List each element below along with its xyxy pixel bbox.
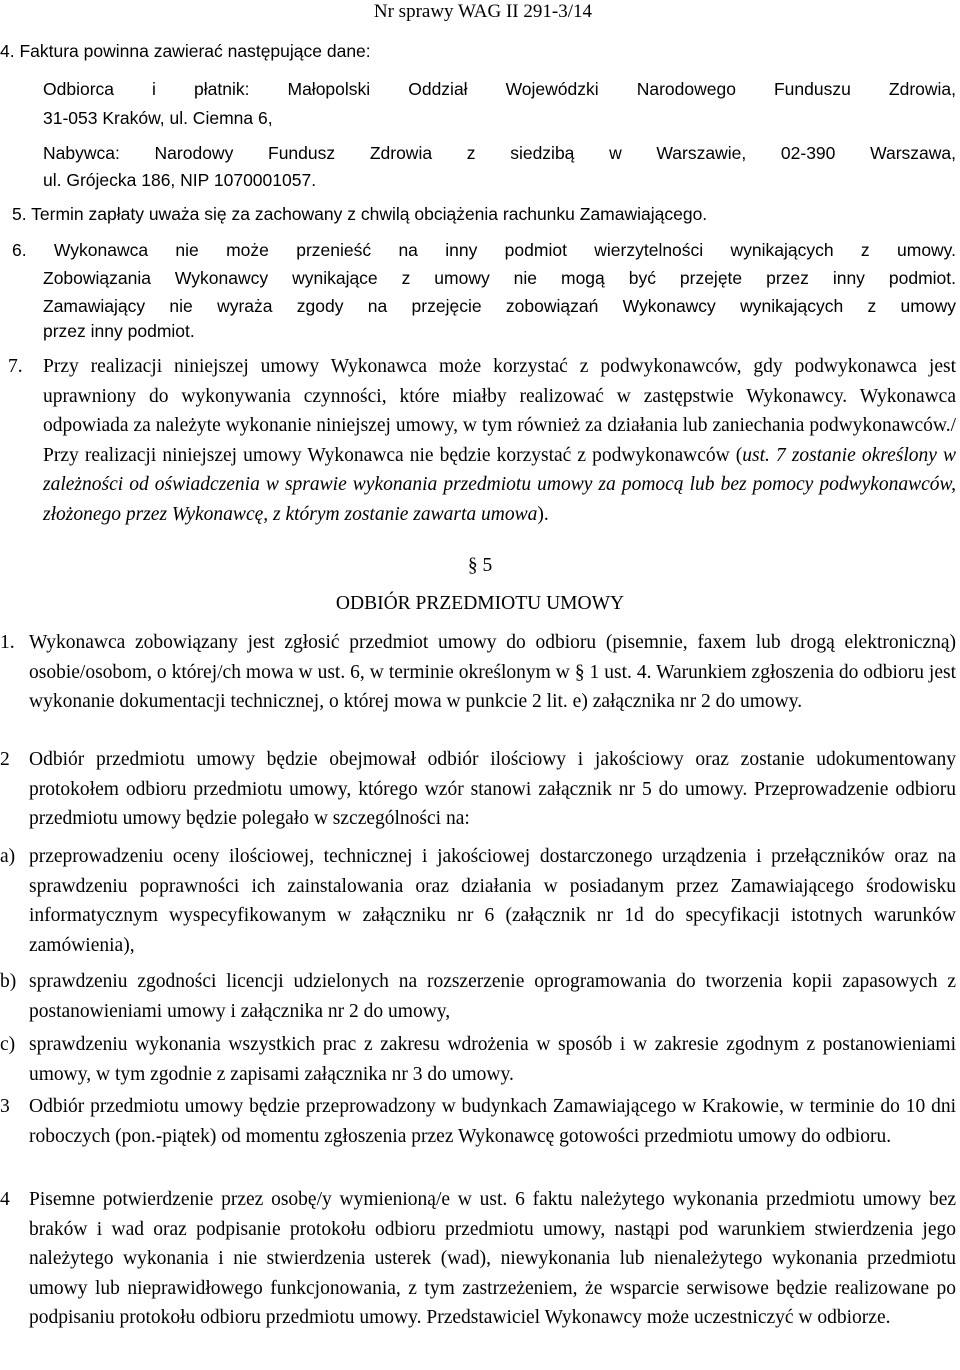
receipt-subitem-c-text: sprawdzeniu wykonania wszystkich prac z zakresu wdrożenia w sposób i w zakresie zgodnym z postanowieniami umowy, w tym zgodnie z zapisami załącznika nr 3 do umowy.: [29, 1034, 956, 1085]
receipt-subitem-a-letter: a): [0, 846, 16, 867]
point-4-recipient-line2: 31-053 Kraków, ul. Ciemna 6,: [43, 108, 273, 128]
section-number: § 5: [467, 555, 493, 576]
receipt-subitem-a-text: przeprowadzeniu oceny ilościowej, technicznej i jakościowej dostarczonego urządzenia i przełączników oraz na sprawdzeniu poprawności ich zainstalowania oraz działania w posiadanym przez Zamawiającego środowisku informatycznym wyspecyfikowanym w załączniku nr 6 (załącznik nr 1d do specyfikacji istotnych warunków zamówienia),: [29, 846, 956, 956]
receipt-subitem-a: [0, 842, 956, 960]
point-6-line1: 6. Wykonawca nie może przenieść na inny podmiot wierzytelności wynikających z umowy.: [12, 240, 956, 260]
receipt-item-1-number: 1.: [0, 632, 15, 653]
receipt-item-4-number: 4: [0, 1189, 10, 1210]
point-7-body: Przy realizacji niniejszej umowy Wykonawca może korzystać z podwykonawców, gdy podwykonawca jest uprawniony do wykonywania czynności, które miałby realizować w zastępstwie Wykonawcy. Wykonawca odpowiada za należyte wykonanie niniejszej umowy, w tym również za działania lub zaniechania podwykonawców./ Przy realizacji niniejszej umowy Wykonawca nie będzie korzystać z podwykonawców (: [43, 356, 956, 466]
receipt-subitem-b: [0, 967, 956, 1026]
section-title: ODBIÓR PRZEDMIOTU UMOWY: [335, 593, 625, 614]
point-5: 5. Termin zapłaty uważa się za zachowany z chwilą obciążenia rachunku Zamawiającego.: [12, 204, 708, 224]
point-4-buyer-line1: Nabywca: Narodowy Fundusz Zdrowia z siedzibą w Warszawie, 02-390 Warszawa,: [43, 143, 956, 163]
receipt-item-3-number: 3: [0, 1096, 10, 1117]
point-6-line4: przez inny podmiot.: [43, 321, 195, 341]
point-7-text: [43, 352, 956, 529]
receipt-subitem-b-letter: b): [0, 971, 17, 992]
receipt-subitem-b-text: sprawdzeniu zgodności licencji udzielonych na rozszerzenie oprogramowania do tworzenia kopii zapasowych z postanowieniami umowy i załącznika nr 2 do umowy,: [29, 971, 956, 1022]
receipt-item-2-number: 2: [0, 749, 10, 770]
receipt-item-1: [0, 628, 956, 717]
receipt-item-1-text: Wykonawca zobowiązany jest zgłosić przedmiot umowy do odbioru (pisemnie, faxem lub drogą elektroniczną) osobie/osobom, o której/ch mowa w ust. 6, w terminie określonym w § 1 ust. 4. Warunkiem zgłoszenia do odbioru jest wykonanie dokumentacji technicznej, o której mowa w punkcie 2 lit. e) załącznika nr 2 do umowy.: [29, 632, 956, 712]
point-7-number: 7.: [8, 356, 23, 377]
receipt-item-2-text: Odbiór przedmiotu umowy będzie obejmował odbiór ilościowy i jakościowy oraz zostanie udokumentowany protokołem odbioru przedmiotu umowy, którego wzór stanowi załącznik nr 5 do umowy. Przeprowadzenie odbioru przedmiotu umowy będzie polegało w szczególności na:: [29, 749, 956, 829]
point-4-title: 4. Faktura powinna zawierać następujące dane:: [0, 41, 371, 61]
receipt-item-4: [0, 1185, 956, 1333]
point-7: [8, 352, 956, 529]
point-7-italic-note: ust. 7 zostanie określony w zależności od oświadczenia w sprawie wykonania przedmiotu umowy za pomocą lub bez pomocy podwykonawców, złożonego przez Wykonawcę, z którym zostanie zawarta umowa: [43, 444, 956, 525]
point-6-line3: Zamawiający nie wyraża zgody na przejęcie zobowiązań Wykonawcy wynikających z umowy: [43, 296, 956, 316]
point-4-recipient-line1: Odbiorca i płatnik: Małopolski Oddział Wojewódzki Narodowego Funduszu Zdrowia,: [43, 79, 956, 99]
receipt-subitem-c: [0, 1030, 956, 1089]
case-number-header: Nr sprawy WAG II 291-3/14: [373, 1, 592, 22]
receipt-item-3-text: Odbiór przedmiotu umowy będzie przeprowadzony w budynkach Zamawiającego w Krakowie, w terminie do 10 dni roboczych (pon.-piątek) od momentu zgłoszenia przez Wykonawcę gotowości przedmiotu umowy do odbioru.: [29, 1096, 956, 1147]
receipt-item-2: [0, 745, 956, 834]
receipt-item-4-text: Pisemne potwierdzenie przez osobę/y wymienioną/e w ust. 6 faktu należytego wykonania przedmiotu umowy bez braków i wad oraz podpisanie protokołu odbioru przedmiotu umowy, nastąpi pod warunkiem stwierdzenia jego należytego wykonania i nie stwierdzenia usterek (wad), niewykonania lub nienależytego wykonania przedmiotu umowy lub nieprawidłowego funkcjonowania, z tym zastrzeżeniem, że wsparcie serwisowe będzie realizowane po podpisaniu protokołu odbioru przedmiotu umowy. Przedstawiciel Wykonawcy może uczestniczyć w odbiorze.: [29, 1189, 956, 1328]
receipt-item-3: [0, 1092, 956, 1151]
point-6-line2: Zobowiązania Wykonawcy wynikające z umowy nie mogą być przejęte przez inny podmiot.: [43, 268, 956, 288]
receipt-subitem-c-letter: c): [0, 1034, 16, 1055]
point-4-buyer-line2: ul. Grójecka 186, NIP 1070001057.: [43, 170, 317, 190]
point-7-end: ).: [537, 503, 549, 525]
